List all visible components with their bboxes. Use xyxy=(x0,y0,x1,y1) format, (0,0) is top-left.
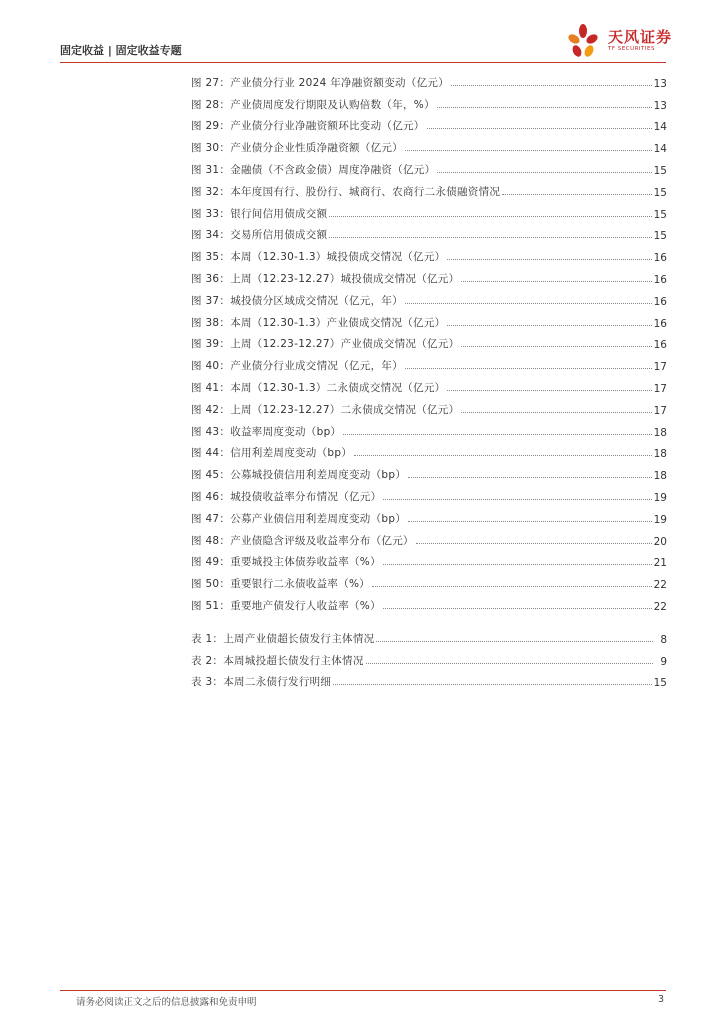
toc-entry-label: 图 48：产业债隐含评级及收益率分布（亿元） xyxy=(191,534,414,547)
toc-entry-page: 15 xyxy=(653,208,667,221)
toc-entry-page: 18 xyxy=(653,470,667,483)
toc-entry-label: 图 44：信用利差周度变动（bp） xyxy=(191,447,353,460)
toc-figure-entry[interactable] xyxy=(191,221,667,243)
page-number: 3 xyxy=(657,994,664,1005)
dot-leader xyxy=(376,641,653,642)
dot-leader xyxy=(372,586,652,587)
toc-entry-page: 15 xyxy=(653,677,667,690)
dot-leader xyxy=(408,521,651,522)
toc-entry-page: 15 xyxy=(653,230,667,243)
table-list xyxy=(191,624,667,689)
toc-entry-label: 图 49：重要城投主体债券收益率（%） xyxy=(191,556,381,569)
toc-entry-page: 20 xyxy=(653,535,667,548)
toc-entry-label: 图 34：交易所信用债成交额 xyxy=(191,229,328,242)
toc-figure-entry[interactable] xyxy=(191,460,667,482)
header-divider xyxy=(60,62,666,63)
toc-figure-entry[interactable] xyxy=(191,308,667,330)
toc-figure-entry[interactable] xyxy=(191,68,667,90)
footer-disclaimer: 请务必阅读正文之后的信息披露和免责申明 xyxy=(76,997,257,1008)
toc-entry-page: 15 xyxy=(653,186,667,199)
toc-entry-label: 图 51：重要地产债发行人收益率（%） xyxy=(191,599,381,612)
toc-figure-entry[interactable] xyxy=(191,395,667,417)
toc-entry-label: 图 47：公募产业债信用利差周度变动（bp） xyxy=(191,512,407,525)
dot-leader xyxy=(461,346,651,347)
toc-entry-page: 18 xyxy=(653,448,667,461)
toc-entry-label: 图 41：本周（12.30-1.3）二永债成交情况（亿元） xyxy=(191,381,446,394)
toc-entry-label: 图 37：城投债分区域成交情况（亿元，年） xyxy=(191,294,403,307)
toc-entry-label: 图 50：重要银行二永债收益率（%） xyxy=(191,578,371,591)
dot-leader xyxy=(447,325,651,326)
toc-figure-entry[interactable] xyxy=(191,351,667,373)
dot-leader xyxy=(329,237,651,238)
toc-entry-page: 16 xyxy=(653,295,667,308)
toc-figure-entry[interactable] xyxy=(191,591,667,613)
toc-entry-page: 17 xyxy=(653,361,667,374)
dot-leader xyxy=(383,499,651,500)
dot-leader xyxy=(383,564,652,565)
toc-entry-page: 14 xyxy=(653,121,667,134)
dot-leader xyxy=(383,608,652,609)
toc-entry-label: 表 1：上周产业债超长债发行主体情况 xyxy=(191,632,375,645)
dot-leader xyxy=(343,434,651,435)
toc-entry-label: 图 43：收益率周度变动（bp） xyxy=(191,425,342,438)
dot-leader xyxy=(329,216,651,217)
dot-leader xyxy=(408,477,651,478)
toc-entry-label: 图 35：本周（12.30-1.3）城投债成交情况（亿元） xyxy=(191,251,446,264)
toc-entry-label: 图 32：本年度国有行、股份行、城商行、农商行二永债融资情况 xyxy=(191,185,501,198)
toc-entry-label: 图 38：本周（12.30-1.3）产业债成交情况（亿元） xyxy=(191,316,446,329)
toc-entry-page: 14 xyxy=(653,143,667,156)
toc-figure-entry[interactable] xyxy=(191,439,667,461)
toc-figure-entry[interactable] xyxy=(191,242,667,264)
toc-entry-label: 表 2：本周城投超长债发行主体情况 xyxy=(191,654,364,667)
toc-figure-entry[interactable] xyxy=(191,569,667,591)
toc-figure-entry[interactable] xyxy=(191,504,667,526)
logo-text: 天风证券 xyxy=(608,28,673,46)
toc-entry-label: 图 45：公募城投债信用利差周度变动（bp） xyxy=(191,469,407,482)
toc-entry-page: 15 xyxy=(653,164,667,177)
toc-entry-page: 21 xyxy=(653,557,667,570)
toc-entry-page: 19 xyxy=(653,491,667,504)
dot-leader xyxy=(366,663,653,664)
toc-entry-page: 16 xyxy=(653,317,667,330)
dot-leader xyxy=(333,684,651,685)
toc-table-entry[interactable] xyxy=(191,646,667,668)
toc-figure-entry[interactable] xyxy=(191,177,667,199)
toc-entry-page: 13 xyxy=(653,99,667,112)
toc-table-entry[interactable] xyxy=(191,668,667,690)
toc-figure-entry[interactable] xyxy=(191,133,667,155)
dot-leader xyxy=(405,150,652,151)
toc-entry-page: 16 xyxy=(653,339,667,352)
toc-figure-entry[interactable] xyxy=(191,155,667,177)
toc-figure-entry[interactable] xyxy=(191,90,667,112)
toc-entry-label: 图 31：金融债（不含政金债）周度净融资（亿元） xyxy=(191,163,436,176)
toc-figure-entry[interactable] xyxy=(191,330,667,352)
footer-divider xyxy=(60,990,666,991)
dot-leader xyxy=(461,412,651,413)
toc-entry-label: 图 28：产业债周度发行期限及认购倍数（年，%） xyxy=(191,98,435,111)
toc-entry-label: 图 36：上周（12.23-12.27）城投债成交情况（亿元） xyxy=(191,272,460,285)
toc-entry-page: 9 xyxy=(660,655,667,668)
toc-entry-label: 图 30：产业债分企业性质净融资额（亿元） xyxy=(191,142,403,155)
toc-figure-entry[interactable] xyxy=(191,112,667,134)
header-title: 固定收益 | 固定收益专题 xyxy=(60,44,182,57)
toc-entry-page: 16 xyxy=(653,252,667,265)
toc-entry-label: 图 33：银行间信用债成交额 xyxy=(191,207,328,220)
toc-entry-label: 图 29：产业债分行业净融资额环比变动（亿元） xyxy=(191,120,425,133)
toc-entry-page: 16 xyxy=(653,273,667,286)
toc-figure-entry[interactable] xyxy=(191,482,667,504)
toc-entry-page: 17 xyxy=(653,382,667,395)
dot-leader xyxy=(354,455,651,456)
toc-entry-page: 19 xyxy=(653,513,667,526)
toc-figure-entry[interactable] xyxy=(191,264,667,286)
dot-leader xyxy=(502,194,651,195)
logo-subtext: TF SECURITIES xyxy=(608,46,655,52)
dot-leader xyxy=(451,85,652,86)
toc-entry-label: 图 42：上周（12.23-12.27）二永债成交情况（亿元） xyxy=(191,403,460,416)
toc-entry-label: 图 39：上周（12.23-12.27）产业债成交情况（亿元） xyxy=(191,338,460,351)
table-of-contents xyxy=(191,68,667,689)
list-gap xyxy=(191,613,667,624)
toc-entry-page: 17 xyxy=(653,404,667,417)
dot-leader xyxy=(416,543,652,544)
dot-leader xyxy=(447,390,651,391)
dot-leader xyxy=(461,281,651,282)
toc-entry-label: 图 40：产业债分行业成交情况（亿元，年） xyxy=(191,360,403,373)
toc-entry-label: 图 27：产业债分行业 2024 年净融资额变动（亿元） xyxy=(191,76,449,89)
toc-entry-page: 22 xyxy=(653,579,667,592)
dot-leader xyxy=(405,303,652,304)
toc-entry-label: 图 46：城投债收益率分布情况（亿元） xyxy=(191,490,382,503)
dot-leader xyxy=(427,128,652,129)
toc-table-entry[interactable] xyxy=(191,624,667,646)
toc-figure-entry[interactable] xyxy=(191,199,667,221)
dot-leader xyxy=(447,259,651,260)
toc-figure-entry[interactable] xyxy=(191,548,667,570)
toc-figure-entry[interactable] xyxy=(191,526,667,548)
toc-entry-label: 表 3：本周二永债行发行明细 xyxy=(191,676,332,689)
toc-entry-page: 22 xyxy=(653,600,667,613)
toc-figure-entry[interactable] xyxy=(191,373,667,395)
toc-entry-page: 18 xyxy=(653,426,667,439)
toc-entry-page: 8 xyxy=(660,633,667,646)
figure-list xyxy=(191,68,667,613)
dot-leader xyxy=(405,368,652,369)
toc-entry-page: 13 xyxy=(653,77,667,90)
dot-leader xyxy=(437,172,651,173)
toc-figure-entry[interactable] xyxy=(191,286,667,308)
toc-figure-entry[interactable] xyxy=(191,417,667,439)
dot-leader xyxy=(437,107,652,108)
